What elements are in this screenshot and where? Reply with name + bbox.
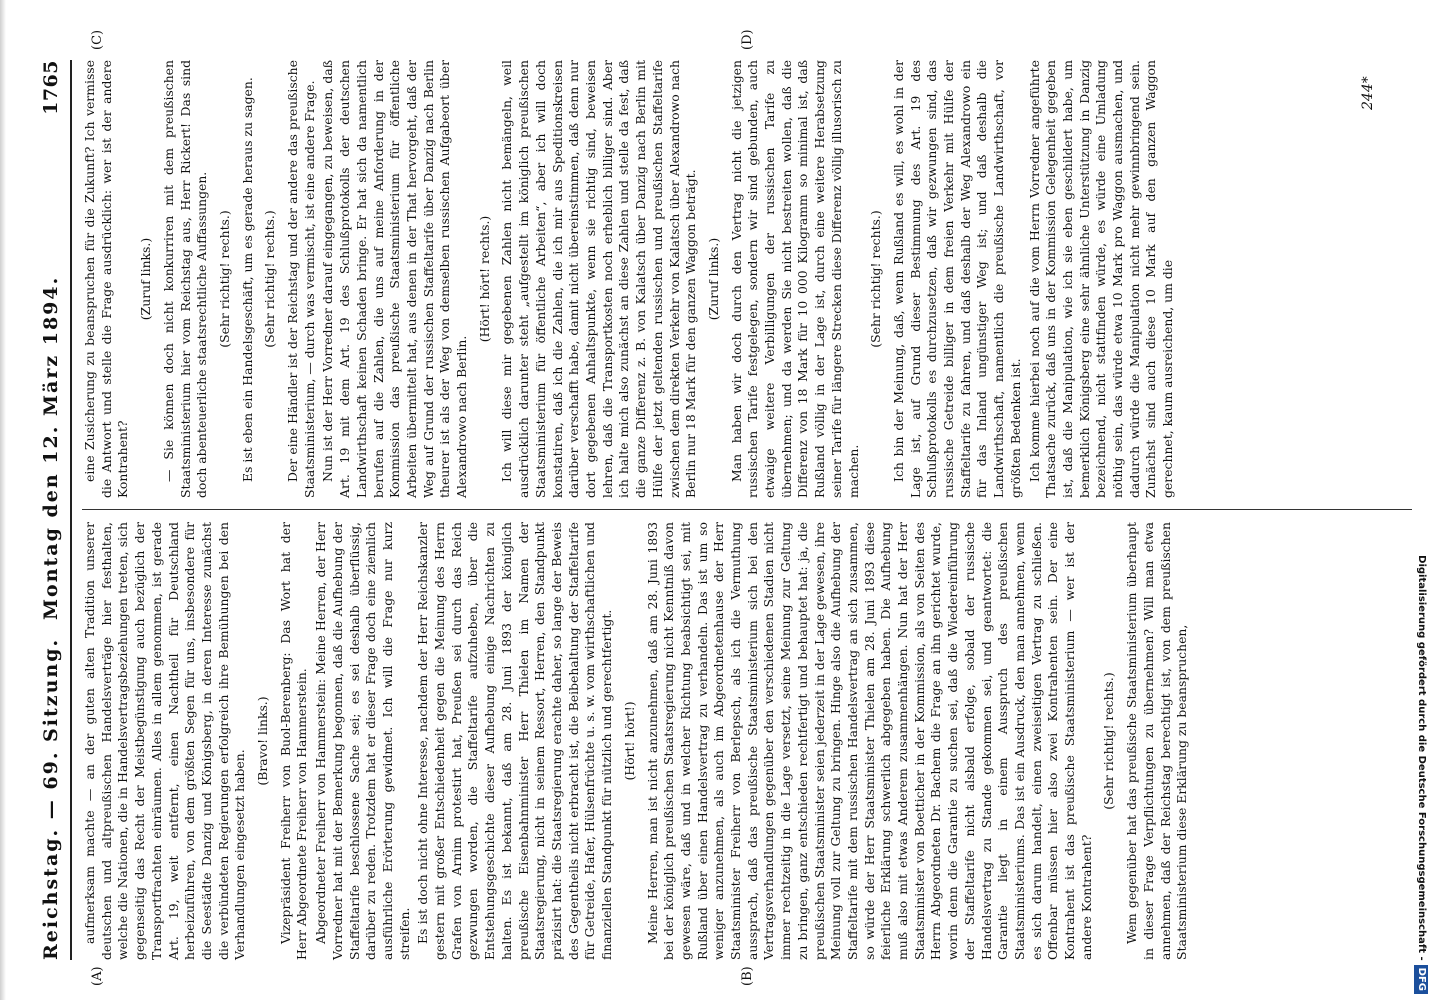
- column-divider: [82, 509, 1412, 510]
- margin-mark-a: (A): [90, 966, 105, 986]
- paragraph: Vizepräsident Freiherr von Buol-Berenberg: Das Wort hat der Herr Abgeordnete Freiherr von Hammerstein.: [277, 522, 310, 960]
- paragraph: — Sie können doch nicht konkurriren mit dem preußischen Staatsministerium hier vom Reichstag aus, Herr Rickert! Das sind doch abenteuerliche staatsrechtliche Auffassungen.: [160, 60, 210, 498]
- dfg-notice-strip: [1412, 4, 1430, 994]
- paragraph: eine Zusicherung zu beanspruchen für die Zukunft? Ich vermisse die Antwort und stelle die Frage ausdrücklich: wer ist der andere Kontrahent?: [82, 60, 131, 498]
- dfg-notice-text: Digitalisierung gefördert durch die Deutsche Forschungsgemeinschaft -: [1416, 555, 1427, 961]
- paragraph: Man haben wir doch durch den Vertrag nicht die jetzigen russischen Tarife festgelegen, sondern wir sind gebunden, auch etwaige weitere Verbilligungen der russischen Tarife zu übernehmen; und da werden Sie nicht bestreiten wollen, daß die Differenz von 18 Mark für 10 000 Kilogramm so minimal ist, daß Rußland völlig in der Lage ist, durch eine weitere Herabsetzung seiner Tarife für längere Strecken diese Differenz völlig illusorisch zu machen.: [728, 59, 861, 498]
- paragraph: (Hört! hört!): [621, 701, 637, 781]
- paragraph: Nun ist der Herr Vorredner darauf eingegangen, zu beweisen, daß Art. 19 mit dem Art. 19 des Schlußprotokolls der deutschen Landwirthschaft keinen Schaden bringe. Er hat sich da namentlich berufen auf die Zahlen, die uns auf meine Anforderung in der Kommission das preußische Staatsministerium für öffentliche Arbeiten übermittelt hat, aus denen in der That hervorgeht, daß der Weg auf Grund der russischen Staffeltarife über Danzig nach Berlin theurer ist als der Weg von demselben russischen Aufgabeort über Alexandrowo nach Berlin.: [320, 60, 470, 498]
- paragraph: (Bravo! links.): [255, 696, 271, 786]
- paragraph: Der eine Händler ist der Reichstag und der andere das preußische Staatsministerium, — durch was vermischt, ist eine andere Frage.: [285, 60, 317, 498]
- paragraph: Ich komme hierbei noch auf die vom Herrn Vorredner angeführte Thatsache zurück, daß uns in der Kommission Gelegenheit gegeben ist, daß die Manipulation, wie ich sie eben geschildert habe, um bemerklich Königsberg eine sehr ähnliche Unterstützung in Danzig bezeichnend, nicht stattfinden würde, es würde eine Umladung nöthig sein, das würde etwa 10 Mark pro Waggon ausmachen, und dadurch würde die Manipulation nicht mehr gewinnbringend sein. Zunächst sind auch diese 10 Mark auf den ganzen Waggon gerechnet, kaum ausreichend, um die: [1026, 60, 1176, 498]
- dfg-logo: DFG: [1414, 965, 1428, 994]
- right-column: [82, 60, 1179, 498]
- paragraph: (Sehr richtig! rechts.): [1101, 672, 1117, 810]
- header-left: Reichstag. — 69. Sitzung.: [40, 637, 62, 960]
- paragraph: aufmerksam machte — an der guten alten Tradition unserer deutschen und altpreußischen Handelsverträge hier festhalten, welche die Nationen, die in Handelsvertragsbeziehungen treten, sich gegenseitig das Recht der Meistbegünstigung auch bezüglich der Transportfrachten einräumen. Alles in allem genommen, ist gerade Art. 19, weit entfernt, einen Nachtheil für Deutschland herbeizuführen, von dem größten Segen für uns, insbesondere für die Seestädte Danzig und Königsberg, in deren Interesse zunächst die verbündeten Regierungen erfolgreich ihre Bemühungen bei den Verhandlungen eingesetzt haben.: [82, 522, 248, 960]
- paragraph: (Zuruf links.): [138, 237, 154, 321]
- paragraph: Meine Herren, man ist nicht anzunehmen, daß am 28. Juni 1893 bei der königlich preußischen Staatsregierung nicht Kenntniß davon gewesen wäre, daß und in welcher Richtung beabsichtigt sei, mit Rußland über einen Handelsvertrag zu verhandeln. Das ist um so weniger anzunehmen, als auch im Abgeordnetenhause der Herr Staatsminister Freiherr von Berlepsch, als ich die Vermuthung aussprach, daß das preußische Staatsministerium sich bei den Vertragsverhandlungen gegenüber den verschiedenen Stadien nicht immer rechtzeitig in die Lage versetzt, seine Meinung zur Geltung zu bringen, ganz entschieden rechtfertigt und behauptet hat: ja, die preußischen Staatsminister seien jederzeit in der Lage gewesen, ihre Meinung voll zur Geltung zu bringen. Hinge also die Aufhebung der Staffeltarife mit dem russischen Handelsvertrag an sich zusammen, so würde der Herr Staatsminister Thielen am 28. Juni 1893 diese feierliche Erklärung schwerlich abgegeben haben. Die Aufhebung muß also mit etwas Anderem zusammenhängen. Nun hat der Herr Staatsminister von Boetticher in der Kommission, als von Seiten des Herrn Abgeordneten Dr. Bachem die Frage an ihn gerichtet wurde, worin denn die Garantie zu suchen sei, daß die Wiedereinführung der Staffeltarife nicht alsbald erfolge, sobald der russische Handelsvertrag zu Stande gekommen sei, und geantwortet: die Garantie liegt in einem Ausspruch des preußischen Staatsministeriums. Das ist ein Ausdruck, den man annehmen, wenn es sich darum handelt, einen zweiseitigen Vertrag zu schließen. Offenbar müssen hier also zwei Kontrahenten sein. Der eine Kontrahent ist das preußische Staatsministerium — wer ist der andere Kontrahent?: [644, 522, 1094, 960]
- paragraph: Wem gegenüber hat das preußische Staatsministerium überhaupt in dieser Frage Verpflichtungen zu übernehmen? Will man etwa annehmen, daß der Reichstag berechtigt ist, von dem preußischen Staatsministerium diese Erklärung zu beanspruchen,: [1124, 522, 1190, 960]
- margin-mark-b: (B): [740, 966, 755, 986]
- dfg-notice: [1412, 4, 1430, 994]
- signature-mark: 244*: [1360, 76, 1376, 110]
- paragraph: (Zuruf links.): [705, 237, 721, 321]
- paragraph: (Sehr richtig! rechts.): [216, 210, 232, 348]
- margin-mark-d: (D): [740, 29, 755, 50]
- paragraph: Ich will diese mir gegebenen Zahlen nicht bemängeln, weil ausdrücklich darunter steht „aufgestellt im königlich preußischen Staatsministerium für öffentliche Arbeiten“, aber ich will doch konstatiren, daß ich die Zahlen, die ich mir aus Speditionskreisen darüber verschafft habe, damit nicht übereinstimmen, daß denn nur dort gegebenen Anhaltspunkte, wenn sie richtig sind, beweisen lehren, daß die Transportkosten noch erheblich billiger sind. Aber ich halte mich also zunächst an diese Zahlen und stelle da fest, daß die ganze Differenz z. B. von Kalatsch über Danzig nach Berlin mit Hülfe der jetzt geltenden russischen und preußischen Staffeltarife zwischen dem direkten Verkehr von Kalatsch über Alexandrowo nach Berlin nur 18 Mark für den ganzen Waggon beträgt.: [499, 60, 699, 498]
- paragraph: Abgeordneter Freiherr von Hammerstein: Meine Herren, der Herr Vorredner hat mit der Bemerkung begonnen, daß die Aufhebung der Staffeltarife beschlossene Sache sei; es sei deshalb überflüssig, darüber zu reden. Trotzdem hat er dieser Frage doch eine ziemlich ausführliche Erörterung gewidmet. Ich will die Frage nur kurz streifen.: [313, 522, 412, 960]
- paragraph: Es ist doch nicht ohne Interesse, nachdem der Herr Reichskanzler gestern mit großer Entschiedenheit gegen die Meinung des Herrn Grafen von Arnim protestirt hat, Preußen sei durch das Reich gezwungen worden, die Staffeltarife aufzuheben, über die Entstehungsgeschichte dieser Aufhebung einige Nachrichten zu halten. Es ist bekannt, daß am 28. Juni 1893 der königlich preußische Eisenbahnminister Herr Thielen im Namen der Staatsregierung, nicht in seinem Ressort, Herren, den Standpunkt präzisirt hat: die Staatsregierung erachte daher, so lange der Beweis des Gegentheils nicht erbracht ist, die Beibehaltung der Staffeltarife für Getreide, Hafer, Hülsenfrüchte u. s. w. vom wirthschaftlichen und finanziellen Standpunkt für nützlich und gerechtfertigt.: [415, 522, 615, 960]
- paragraph: (Hört! hört! rechts.): [476, 215, 492, 343]
- paragraph: Ich bin der Meinung, daß, wenn Rußland es will, es wohl in der Lage ist, auf Grund dieser Bestimmung des Art. 19 des Schlußprotokolls es durchzusetzen, daß wir gezwungen sind, das russische Getreide billiger in dem freien Verkehr mit Hülfe der Staffeltarife zu fahren, und daß deshalb der Weg Alexandrowo ein für das Inland ungünstiger Weg ist; und daß deshalb die Landwirthschaft, namentlich die preußische Landwirthschaft, vor größten Bedenken ist.: [890, 60, 1023, 498]
- margin-mark-c: (C): [90, 29, 105, 50]
- paragraph: (Sehr richtig! rechts.): [868, 210, 884, 348]
- left-column: [82, 522, 1193, 960]
- header-rule: [70, 60, 72, 960]
- paragraph: Es ist eben ein Handelsgeschäft, um es gerade heraus zu sagen.: [239, 77, 255, 482]
- paragraph: (Sehr richtig! rechts.): [262, 210, 278, 348]
- header-date: Montag den 12. März 1894.: [40, 275, 62, 620]
- page-number: 1765: [40, 60, 62, 115]
- running-header: [40, 60, 68, 960]
